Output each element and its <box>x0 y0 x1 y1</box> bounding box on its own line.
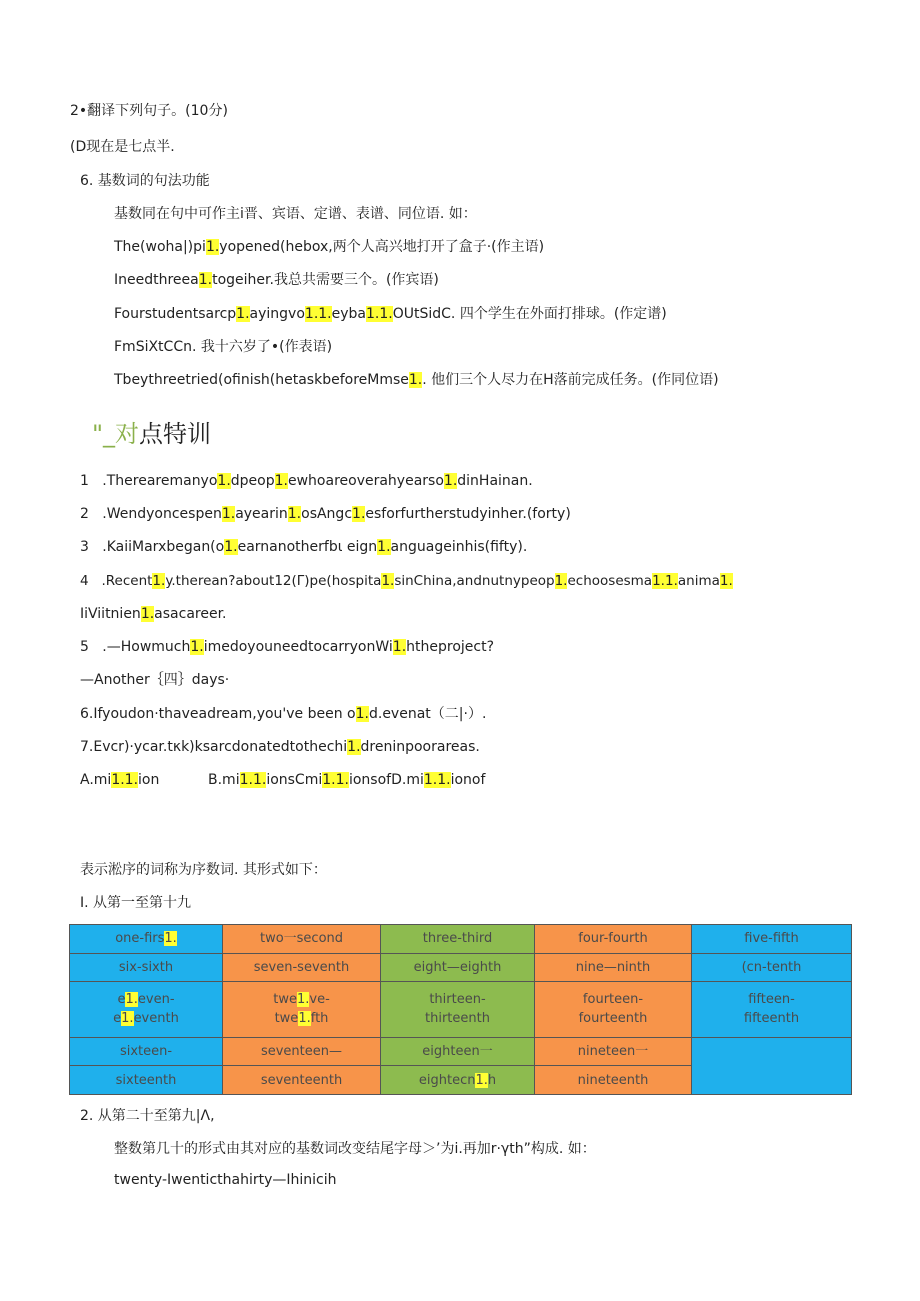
example-predicative: FmSiXtCCn. 我十六岁了•(作表语) <box>114 339 333 355</box>
table-cell: seventeen— <box>223 1037 381 1066</box>
table-cell: eightecn1.h <box>381 1066 535 1095</box>
table-cell: fifteen- fifteenth <box>692 982 852 1038</box>
table-cell: eighteen一 <box>381 1037 535 1066</box>
option-a: A.mi1.1.ion <box>80 772 160 788</box>
exercise-5: 5 .—Howmuch1.imedoyouneedtocarryonWi1.htheproject? <box>80 639 495 655</box>
ordinal-table <box>69 924 852 1095</box>
table-row <box>70 925 852 954</box>
table-cell: nineteenth <box>535 1066 692 1095</box>
section-1-title: I. 从第一至第十九 <box>80 895 192 911</box>
translate-sentence: (D现在是七点半. <box>70 139 175 155</box>
exercise-5-answer: —Another｛四｝days· <box>80 672 230 688</box>
exercise-6: 6.Ifyoudon·thaveadream,you've been o1.d.evenat（二|·）. <box>80 706 487 722</box>
table-cell: three-third <box>381 925 535 954</box>
exercise-3: 3 .KaiiMarxbegan(o1.earnanotherfbι eign1.anguageinhis(fifty). <box>80 539 528 555</box>
table-cell: thirteen- thirteenth <box>381 982 535 1038</box>
example-object: Ineedthreea1.togeiher.我总共需要三个。(作宾语) <box>114 272 439 288</box>
example-appositive: Tbeythreetried(ofinish(hetaskbeforeMmse1.. 他们三个人尽力在H落前完成任务。(作同位语) <box>114 372 719 388</box>
table-cell: fourteen- fourteenth <box>535 982 692 1038</box>
exercise-7: 7.Evcr)·ycar.tκk)ksarcdonatedtothechi1.dreninpoorareas. <box>80 739 480 755</box>
table-row <box>70 1037 852 1066</box>
table-row <box>70 953 852 982</box>
table-cell: sixteen- <box>70 1037 223 1066</box>
table-cell: five-fifth <box>692 925 852 954</box>
translate-heading: 2•翻译下列句子。(10分) <box>70 103 228 119</box>
table-cell: nineteen一 <box>535 1037 692 1066</box>
table-cell: four-fourth <box>535 925 692 954</box>
practice-heading: "_对点特训 <box>92 420 212 448</box>
exercise-2: 2 .Wendyoncespen1.ayearin1.osAngc1.esforfurtherstudyinher.(forty) <box>80 506 571 522</box>
table-cell: seventeenth <box>223 1066 381 1095</box>
section-title-cardinal-functions: 6. 基数词的句法功能 <box>80 173 210 189</box>
example-attribute: Fourstudentsarcp1.ayingvo1.1.eyba1.1.OUtSidC. 四个学生在外面打排球。(作定谱) <box>114 306 667 322</box>
table-cell: six-sixth <box>70 953 223 982</box>
table-cell: two一second <box>223 925 381 954</box>
section-2-title: 2. 从第二十至第九|Λ, <box>80 1108 215 1124</box>
ordinal-rule: 整数第几十的形式由其对应的基数词改变结尾字母＞’为i.再加r·γth”构成. 如： <box>114 1141 596 1157</box>
ordinal-intro: 表示淞序的词称为序数词. 其形式如下： <box>80 862 327 878</box>
cardinal-functions-intro: 基数同在句中可作主i晋、宾语、定谱、表谱、同位语. 如： <box>114 206 477 222</box>
ordinal-example: twenty-Iwenticthahirty—Ihinicih <box>114 1172 337 1188</box>
table-cell: one-firs1. <box>70 925 223 954</box>
table-cell: eight—eighth <box>381 953 535 982</box>
table-cell: (cn-tenth <box>692 953 852 982</box>
table-cell <box>692 1037 852 1094</box>
exercise-1: 1 .Therearemanyo1.dpeop1.ewhoareoverahyearso1.dinHainan. <box>80 473 533 489</box>
options-b-c-d: B.mi1.1.ionsCmi1.1.ionsofD.mi1.1.ionof <box>208 772 486 788</box>
table-cell: seven-seventh <box>223 953 381 982</box>
table-cell: nine—ninth <box>535 953 692 982</box>
exercise-4: 4 .Recent1.y.therean?about12(Γ)pe(hospita1.sinChina,andnutnypeop1.echoosesma1.1.anima1. <box>80 573 733 589</box>
table-cell: sixteenth <box>70 1066 223 1095</box>
table-cell: e1.even- e1.eventh <box>70 982 223 1038</box>
table-cell: twe1.ve- twe1.fth <box>223 982 381 1038</box>
exercise-4-continued: IiViitnien1.asacareer. <box>80 606 227 622</box>
example-subject: The(woha|)pi1.yopened(hebox,两个人高兴地打开了盒子·(作主语) <box>114 239 545 255</box>
